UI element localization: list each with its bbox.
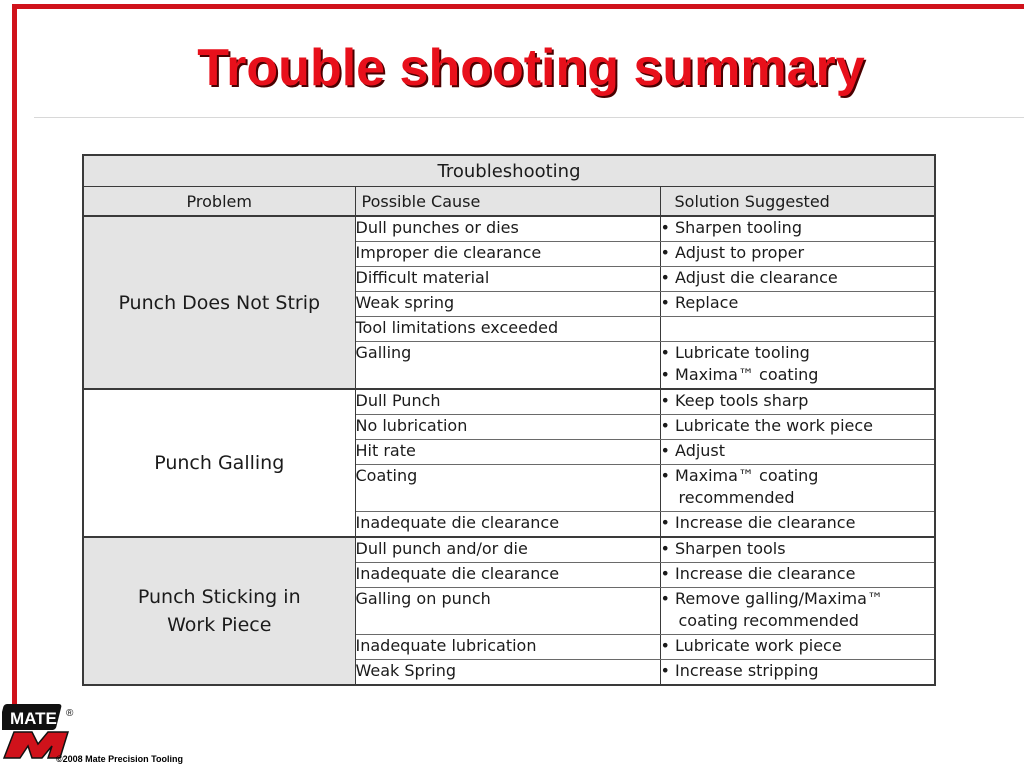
table-title: Troubleshooting xyxy=(84,156,934,187)
cause-cell: Weak Spring xyxy=(355,660,660,685)
cause-cell: Galling on punch xyxy=(355,588,660,635)
cause-cell: Tool limitations exceeded xyxy=(355,317,660,342)
solution-line: coating recommended xyxy=(678,611,859,630)
table-row xyxy=(84,389,934,415)
solution-cell: • Increase die clearance xyxy=(660,512,934,538)
cause-cell: Coating xyxy=(355,465,660,512)
cause-cell: No lubrication xyxy=(355,415,660,440)
mate-m-logo-icon xyxy=(2,696,102,760)
solution-cell: • Increase die clearance xyxy=(660,563,934,588)
cause-cell: Improper die clearance xyxy=(355,242,660,267)
header-solution: Solution Suggested xyxy=(660,187,934,217)
solution-cell: • Sharpen tooling xyxy=(660,216,934,242)
problem-cell xyxy=(84,537,355,684)
solution-cell: • Keep tools sharp xyxy=(660,389,934,415)
cause-cell: Inadequate die clearance xyxy=(355,512,660,538)
solution-cell: • Sharpen tools xyxy=(660,537,934,563)
table-row xyxy=(84,537,934,563)
solution-cell: • Adjust xyxy=(660,440,934,465)
cause-cell: Dull punches or dies xyxy=(355,216,660,242)
cause-cell: Difficult material xyxy=(355,267,660,292)
solution-line: recommended xyxy=(678,488,795,507)
solution-cell xyxy=(660,465,934,512)
top-red-rule xyxy=(12,4,1024,9)
cause-cell: Inadequate die clearance xyxy=(355,563,660,588)
troubleshooting-table xyxy=(82,154,936,686)
solution-cell-empty xyxy=(660,317,934,342)
solution-line: • Remove galling/Maxima™ xyxy=(660,589,883,608)
solution-line: • Maxima™ coating xyxy=(660,466,819,485)
cause-cell: Hit rate xyxy=(355,440,660,465)
solution-cell: • Adjust to proper xyxy=(660,242,934,267)
cause-cell: Weak spring xyxy=(355,292,660,317)
problem-line: Punch Sticking in xyxy=(137,586,301,608)
solution-cell: • Lubricate the work piece xyxy=(660,415,934,440)
solution-line: • Lubricate tooling xyxy=(660,343,810,362)
title-divider xyxy=(34,117,1024,118)
header-problem: Problem xyxy=(84,187,355,217)
table-row xyxy=(84,216,934,242)
cause-cell: Inadequate lubrication xyxy=(355,635,660,660)
solution-cell: • Replace xyxy=(660,292,934,317)
copyright-text: ©2008 Mate Precision Tooling xyxy=(56,754,183,764)
solution-line: • Maxima™ coating xyxy=(660,365,819,384)
logo-text: MATE xyxy=(10,709,57,728)
solution-cell xyxy=(660,588,934,635)
problem-line: Work Piece xyxy=(167,614,272,636)
logo-registered: ® xyxy=(66,708,74,719)
table-grid xyxy=(84,156,934,684)
cause-cell: Dull punch and/or die xyxy=(355,537,660,563)
problem-cell: Punch Does Not Strip xyxy=(84,216,355,389)
solution-cell: • Adjust die clearance xyxy=(660,267,934,292)
left-red-rule xyxy=(12,4,17,704)
header-possible-cause: Possible Cause xyxy=(355,187,660,217)
cause-cell: Galling xyxy=(355,342,660,390)
solution-cell: • Lubricate work piece xyxy=(660,635,934,660)
cause-cell: Dull Punch xyxy=(355,389,660,415)
solution-cell: • Increase stripping xyxy=(660,661,819,680)
problem-cell: Punch Galling xyxy=(84,389,355,537)
slide-title: Trouble shooting summary xyxy=(197,39,865,97)
solution-cell xyxy=(660,342,934,390)
